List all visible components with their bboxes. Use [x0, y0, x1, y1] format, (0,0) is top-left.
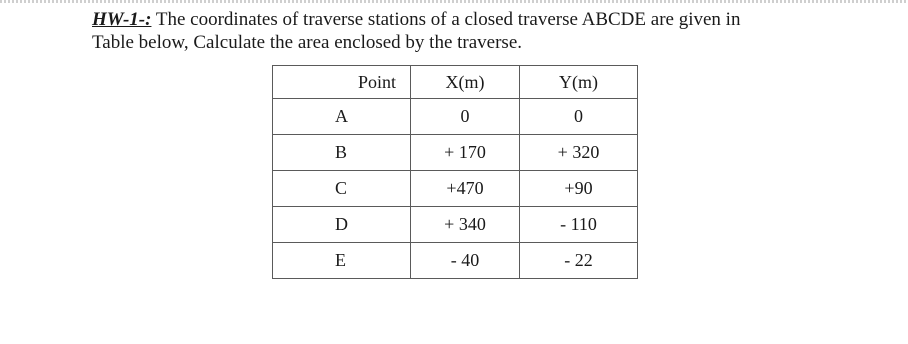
- x-cell: + 340: [411, 207, 520, 243]
- header-point: Point: [273, 66, 411, 99]
- x-cell: 0: [411, 99, 520, 135]
- table-row: [273, 171, 638, 207]
- traverse-coordinates-table: [272, 65, 638, 279]
- table-header-row: [273, 66, 638, 99]
- x-cell: + 170: [411, 135, 520, 171]
- point-cell: A: [273, 99, 411, 135]
- point-cell: C: [273, 171, 411, 207]
- y-cell: +90: [520, 171, 638, 207]
- problem-line-1: [92, 8, 892, 31]
- point-cell: B: [273, 135, 411, 171]
- point-cell: E: [273, 243, 411, 279]
- table-row: [273, 99, 638, 135]
- y-cell: - 22: [520, 243, 638, 279]
- problem-text-1: The coordinates of traverse stations of a closed traverse ABCDE are given in: [151, 9, 741, 30]
- top-dashed-border: [0, 0, 908, 3]
- y-cell: 0: [520, 99, 638, 135]
- y-cell: - 110: [520, 207, 638, 243]
- table-row: [273, 207, 638, 243]
- x-cell: - 40: [411, 243, 520, 279]
- header-x: X(m): [411, 66, 520, 99]
- header-y: Y(m): [520, 66, 638, 99]
- table-row: [273, 135, 638, 171]
- table-row: [273, 243, 638, 279]
- x-cell: +470: [411, 171, 520, 207]
- problem-line-2: Table below, Calculate the area enclosed by the traverse.: [92, 32, 523, 53]
- problem-statement: [92, 8, 892, 54]
- homework-label: HW-1-:: [92, 9, 152, 30]
- point-cell: D: [273, 207, 411, 243]
- y-cell: + 320: [520, 135, 638, 171]
